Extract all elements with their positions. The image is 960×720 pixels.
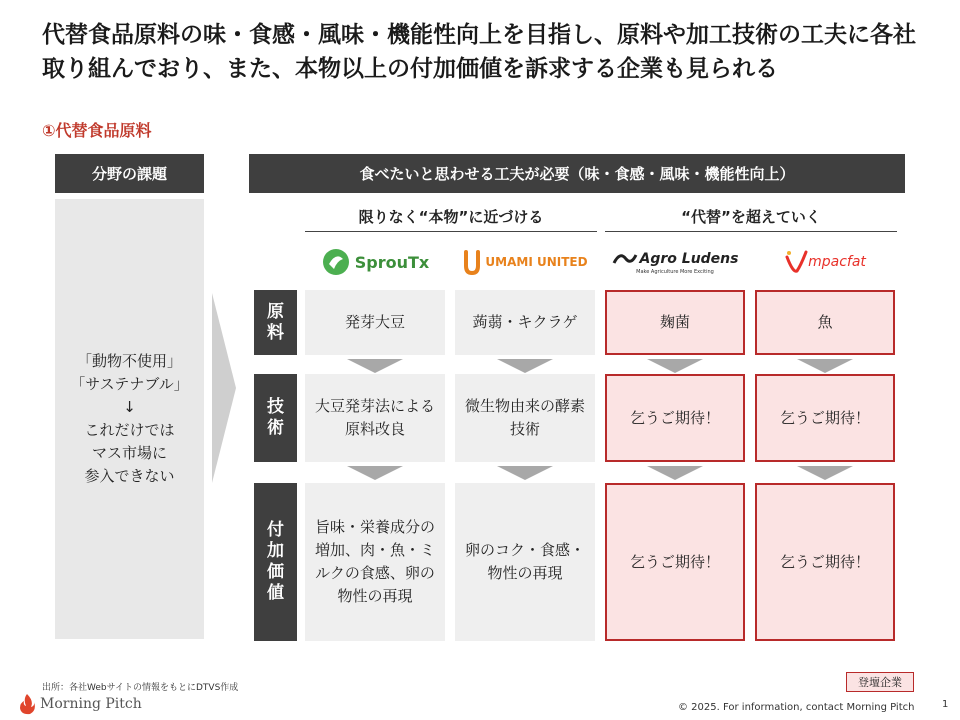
- cell-umami-technology: 微生物由来の酵素技術: [455, 374, 595, 462]
- morning-pitch-flame-icon: [18, 693, 36, 715]
- challenge-line-2: 「サステナブル」: [70, 375, 189, 393]
- agro-wave-icon: [612, 249, 638, 269]
- cell-agro-technology: 乞うご期待！: [605, 374, 745, 462]
- logo-agro-ludens: [605, 238, 745, 286]
- down-triangle-icon: [497, 466, 553, 480]
- cell-impacfat-material: 魚: [755, 290, 895, 355]
- group-header-real: 限りなく“本物”に近づける: [305, 205, 597, 232]
- logo-text-sproutx: SprouTx: [354, 252, 430, 272]
- cell-sproutx-value: 旨味・栄養成分の増加、肉・魚・ミルクの食感、卵の物性の再現: [305, 483, 445, 641]
- logo-text-impacfat: mpacfat: [808, 254, 866, 270]
- source-note: 出所：各社Webサイトの情報をもとにDTVS作成: [42, 683, 239, 693]
- cell-sproutx-technology: 大豆発芽法による原料改良: [305, 374, 445, 462]
- down-triangle-icon: [347, 466, 403, 480]
- down-triangle-icon: [797, 466, 853, 480]
- row-label-value: 付加価値: [254, 483, 297, 641]
- challenge-line-4: マス市場に: [91, 444, 167, 462]
- cell-agro-material: 麹菌: [605, 290, 745, 355]
- challenge-line-5: 参入できない: [84, 467, 175, 485]
- main-header: 食べたいと思わせる工夫が必要（味・食感・風味・機能性向上）: [249, 154, 905, 193]
- chevron-right-icon: [212, 293, 236, 483]
- umami-u-icon: [462, 248, 482, 276]
- challenge-line-3: これだけでは: [84, 421, 175, 439]
- challenge-panel: [55, 199, 204, 639]
- brand-logo: [18, 693, 142, 715]
- logo-text-agro: Agro Ludens: [639, 251, 739, 267]
- brand-name: Morning Pitch: [40, 696, 142, 712]
- down-arrow-icon: ↓: [123, 398, 136, 416]
- cell-umami-value: 卵のコク・食感・物性の再現: [455, 483, 595, 641]
- cell-impacfat-value: 乞うご期待！: [755, 483, 895, 641]
- logo-text-umami: UMAMI UNITED: [485, 255, 588, 269]
- page-number: 1: [942, 699, 949, 710]
- cell-umami-material: 蒟蒻・キクラゲ: [455, 290, 595, 355]
- section-label: ①代替食品原料: [42, 121, 152, 140]
- down-triangle-icon: [647, 359, 703, 373]
- cell-sproutx-material: 発芽大豆: [305, 290, 445, 355]
- row-label-technology: 技術: [254, 374, 297, 462]
- down-triangle-icon: [647, 466, 703, 480]
- row-label-material: 原料: [254, 290, 297, 355]
- impacfat-swoosh-icon: [784, 249, 808, 275]
- page-title: 代替食品原料の味・食感・風味・機能性向上を目指し、原料や加工技術の工夫に各社取り組んでおり、また、本物以上の付加価値を訴求する企業も見られる: [42, 22, 916, 82]
- legend-presenting-companies: 登壇企業: [846, 672, 914, 692]
- down-triangle-icon: [497, 359, 553, 373]
- logo-tagline-agro: Make Agriculture More Exciting: [636, 269, 714, 275]
- down-triangle-icon: [797, 359, 853, 373]
- logo-impacfat: [755, 238, 895, 286]
- cell-impacfat-technology: 乞うご期待！: [755, 374, 895, 462]
- challenge-line-1: 「動物不使用」: [76, 352, 182, 370]
- logo-umami-united: [455, 238, 595, 286]
- sprout-leaf-icon: [321, 247, 351, 277]
- down-triangle-icon: [347, 359, 403, 373]
- group-header-beyond: “代替”を超えていく: [605, 205, 897, 232]
- left-header: 分野の課題: [55, 154, 204, 193]
- copyright: © 2025. For information, contact Morning Pitch: [678, 702, 915, 713]
- cell-agro-value: 乞うご期待！: [605, 483, 745, 641]
- logo-sproutx: [305, 238, 445, 286]
